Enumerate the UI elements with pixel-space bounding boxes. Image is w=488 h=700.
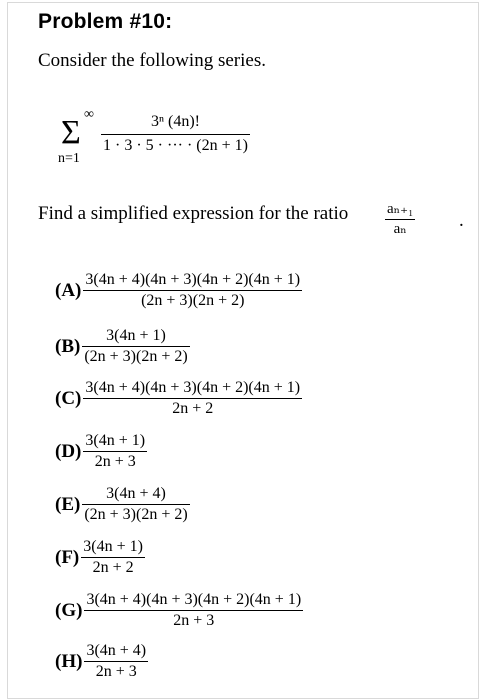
option-label: (D) (55, 440, 82, 462)
fraction-bar (83, 451, 147, 452)
option-numerator: 3(4n + 1) (83, 538, 143, 555)
option-denominator: 2n + 2 (172, 399, 214, 417)
fraction-bar (101, 134, 250, 135)
ratio-fraction (385, 202, 415, 238)
sigma-lower-limit: n=1 (58, 151, 80, 166)
option-label: (B) (55, 335, 81, 357)
option-numerator: 3(4n + 1) (106, 327, 166, 344)
find-instruction: Find a simplified expression for the ratio (38, 203, 349, 224)
option-fraction (82, 328, 189, 366)
option-numerator: 3(4n + 1) (85, 432, 146, 449)
option-denominator: 2n + 3 (173, 611, 215, 629)
option-h[interactable] (55, 643, 148, 681)
problem-intro: Consider the following series. (38, 50, 266, 71)
option-fraction (83, 380, 302, 418)
option-b[interactable] (55, 328, 190, 366)
fraction-bar (82, 504, 189, 505)
option-numerator: 3(4n + 4)(4n + 3)(4n + 2)(4n + 1) (85, 271, 301, 288)
option-label: (C) (55, 387, 82, 409)
option-fraction (82, 486, 189, 524)
option-denominator: 2n + 3 (95, 662, 137, 680)
option-label: (A) (55, 279, 82, 301)
option-fraction (81, 539, 145, 577)
fraction-bar (84, 661, 148, 662)
option-numerator: 3(4n + 4) (106, 485, 166, 502)
option-numerator: 3(4n + 4) (86, 642, 147, 659)
option-denominator: 2n + 3 (94, 452, 136, 470)
series-denominator: 1 · 3 · 5 · ··· · (2n + 1) (103, 136, 248, 154)
sigma-symbol: Σ (61, 114, 81, 151)
fraction-bar (83, 290, 302, 291)
option-c[interactable] (55, 380, 302, 418)
option-fraction (83, 272, 302, 310)
option-numerator: 3(4n + 4)(4n + 3)(4n + 2)(4n + 1) (86, 591, 302, 608)
option-denominator: (2n + 3)(2n + 2) (84, 505, 188, 523)
series-term-fraction (101, 114, 250, 155)
option-label: (F) (55, 546, 80, 568)
option-a[interactable] (55, 272, 302, 310)
fraction-bar (82, 346, 189, 347)
option-label: (H) (55, 650, 83, 672)
fraction-bar (385, 219, 415, 220)
option-e[interactable] (55, 486, 190, 524)
ratio-numerator: aₙ₊₁ (387, 201, 414, 217)
series-numerator: 3ⁿ (4n)! (150, 113, 200, 130)
ratio-period: . (459, 210, 464, 231)
option-denominator: (2n + 3)(2n + 2) (141, 291, 245, 309)
option-denominator: 2n + 2 (92, 558, 134, 576)
option-denominator: (2n + 3)(2n + 2) (84, 347, 188, 365)
ratio-denominator: aₙ (393, 220, 407, 237)
option-label: (E) (55, 493, 81, 515)
problem-title: Problem #10: (38, 10, 173, 33)
option-d[interactable] (55, 433, 147, 471)
option-f[interactable] (55, 539, 145, 577)
sigma-upper-limit: ∞ (84, 107, 94, 122)
option-label: (G) (55, 599, 83, 621)
series-expression (58, 107, 288, 170)
option-fraction (84, 643, 148, 681)
option-numerator: 3(4n + 4)(4n + 3)(4n + 2)(4n + 1) (85, 379, 301, 396)
fraction-bar (83, 398, 302, 399)
option-fraction (84, 592, 303, 630)
option-g[interactable] (55, 592, 303, 630)
fraction-bar (81, 557, 145, 558)
option-fraction (83, 433, 147, 471)
fraction-bar (84, 610, 303, 611)
